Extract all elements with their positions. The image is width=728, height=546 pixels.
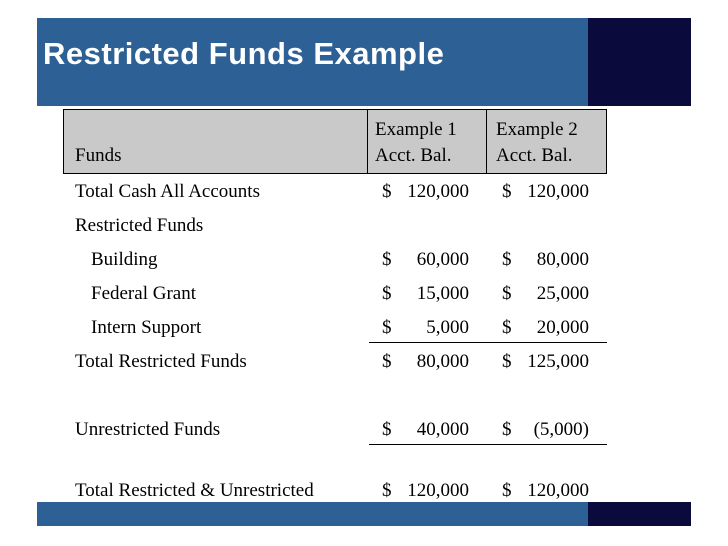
header-example1-line2: Acct. Bal. (375, 145, 452, 166)
header-divider-1 (367, 110, 368, 173)
row-ex1-federal-grant: $ 15,000 (382, 283, 469, 304)
row-ex2-total-restricted: $ 125,000 (502, 351, 589, 372)
row-ex1-total-restricted-unrestricted: $ 120,000 (382, 480, 469, 501)
footer-band (37, 502, 588, 526)
row-ex1-intern-support: $ 5,000 (382, 317, 469, 338)
row-label-restricted-funds: Restricted Funds (75, 215, 204, 236)
row-label-building: Building (91, 249, 158, 270)
row-label-federal-grant: Federal Grant (91, 283, 196, 304)
total-rule (369, 444, 607, 445)
row-ex2-unrestricted: $ (5,000) (502, 419, 589, 440)
slide-title: Restricted Funds Example (43, 36, 445, 71)
header-funds: Funds (75, 145, 122, 166)
row-label-total-restricted-unrestricted: Total Restricted & Unrestricted (75, 480, 314, 501)
header-example2-line1: Example 2 (496, 119, 578, 140)
subtotal-rule (369, 342, 607, 343)
row-ex2-total-cash: $ 120,000 (502, 181, 589, 202)
row-ex1-total-restricted: $ 80,000 (382, 351, 469, 372)
footer-accent-block (588, 502, 691, 526)
row-label-total-restricted: Total Restricted Funds (75, 351, 247, 372)
header-example1-line1: Example 1 (375, 119, 457, 140)
header-example2-line2: Acct. Bal. (496, 145, 573, 166)
row-label-unrestricted: Unrestricted Funds (75, 419, 221, 440)
row-ex2-building: $ 80,000 (502, 249, 589, 270)
row-ex2-intern-support: $ 20,000 (502, 317, 589, 338)
row-label-intern-support: Intern Support (91, 317, 202, 338)
title-accent-block (588, 18, 691, 106)
row-ex2-federal-grant: $ 25,000 (502, 283, 589, 304)
header-divider-2 (486, 110, 487, 173)
row-ex1-unrestricted: $ 40,000 (382, 419, 469, 440)
row-ex2-total-restricted-unrestricted: $ 120,000 (502, 480, 589, 501)
row-label-total-cash: Total Cash All Accounts (75, 181, 260, 202)
row-ex1-total-cash: $ 120,000 (382, 181, 469, 202)
row-ex1-building: $ 60,000 (382, 249, 469, 270)
table-header (63, 109, 607, 174)
